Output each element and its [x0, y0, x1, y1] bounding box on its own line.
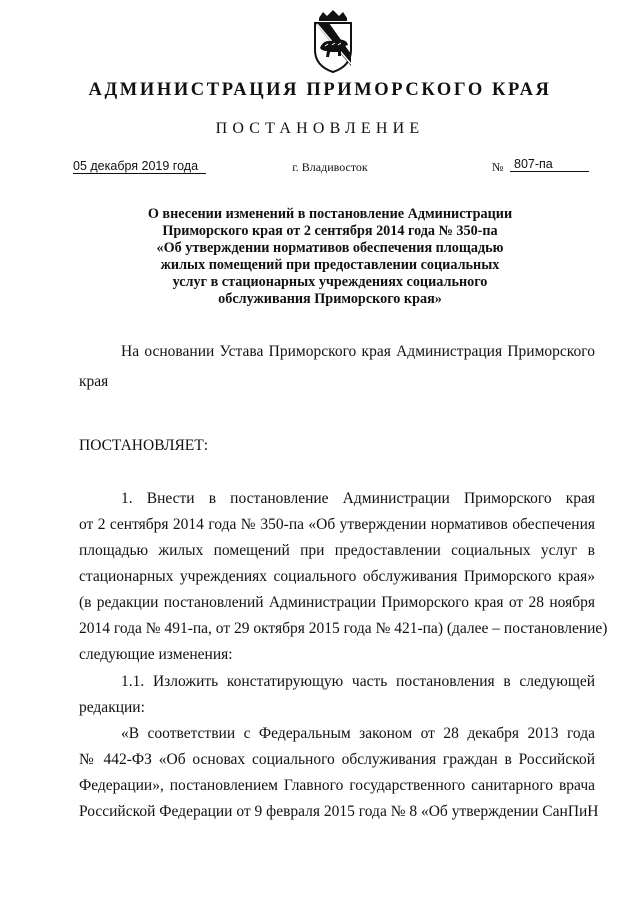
number-sign: № [492, 160, 504, 174]
paragraph-1-line: (в редакции постановлений Администрации Приморского края от 28 ноября [79, 594, 595, 611]
paragraph-1-line: стационарных учреждениях социального обслуживания Приморского края» [79, 568, 595, 585]
paragraph-1-line: 1. Внести в постановление Администрации Приморского края [121, 490, 595, 507]
subject-line: Приморского края от 2 сентября 2014 года № 350-па [162, 223, 498, 240]
document-date: 05 декабря 2019 года [73, 159, 206, 174]
document-city: г. Владивосток [292, 160, 368, 174]
document-number: 807-па [510, 157, 589, 172]
subject-line: жилых помещений при предоставлении социальных [160, 257, 500, 274]
subject-line: «Об утверждении нормативов обеспечения площадью [156, 240, 504, 257]
organization-title: АДМИНИСТРАЦИЯ ПРИМОРСКОГО КРАЯ [88, 80, 552, 100]
paragraph-1-line: 2014 года № 491-па, от 29 октября 2015 года № 421-па) (далее – постановление) [79, 620, 608, 637]
basis-line: На основании Устава Приморского края Администрация Приморского [121, 343, 595, 360]
document-subject [120, 206, 540, 309]
coat-of-arms-icon [305, 10, 361, 74]
subject-line: обслуживания Приморского края» [218, 291, 442, 308]
paragraph-1-line: от 2 сентября 2014 года № 350-па «Об утверждении нормативов обеспечения [79, 516, 595, 533]
basis-line: края [79, 373, 109, 390]
document-meta-row [0, 157, 640, 181]
paragraph-3-line: № 442-ФЗ «Об основах социального обслуживания граждан в Российской [79, 751, 595, 768]
subject-line: услуг в стационарных учреждениях социального [172, 274, 488, 291]
paragraph-3-line: Федерации», постановлением Главного государственного санитарного врача [79, 777, 595, 794]
subject-line: О внесении изменений в постановление Администрации [147, 206, 513, 222]
paragraph-2-line: редакции: [79, 699, 145, 716]
paragraph-2-line: 1.1. Изложить констатирующую часть постановления в следующей [121, 673, 595, 690]
paragraph-1-line: следующие изменения: [79, 646, 233, 663]
paragraph-1-line: площадью жилых помещений при предоставлении социальных услуг в [79, 542, 595, 559]
paragraph-3-line: «В соответствии с Федеральным законом от 28 декабря 2013 года [121, 725, 595, 742]
paragraph-3-line: Российской Федерации от 9 февраля 2015 года № 8 «Об утверждении СанПиН [79, 803, 599, 820]
resolves-heading: ПОСТАНОВЛЯЕТ: [79, 437, 209, 454]
document-type: ПОСТАНОВЛЕНИЕ [215, 120, 425, 137]
